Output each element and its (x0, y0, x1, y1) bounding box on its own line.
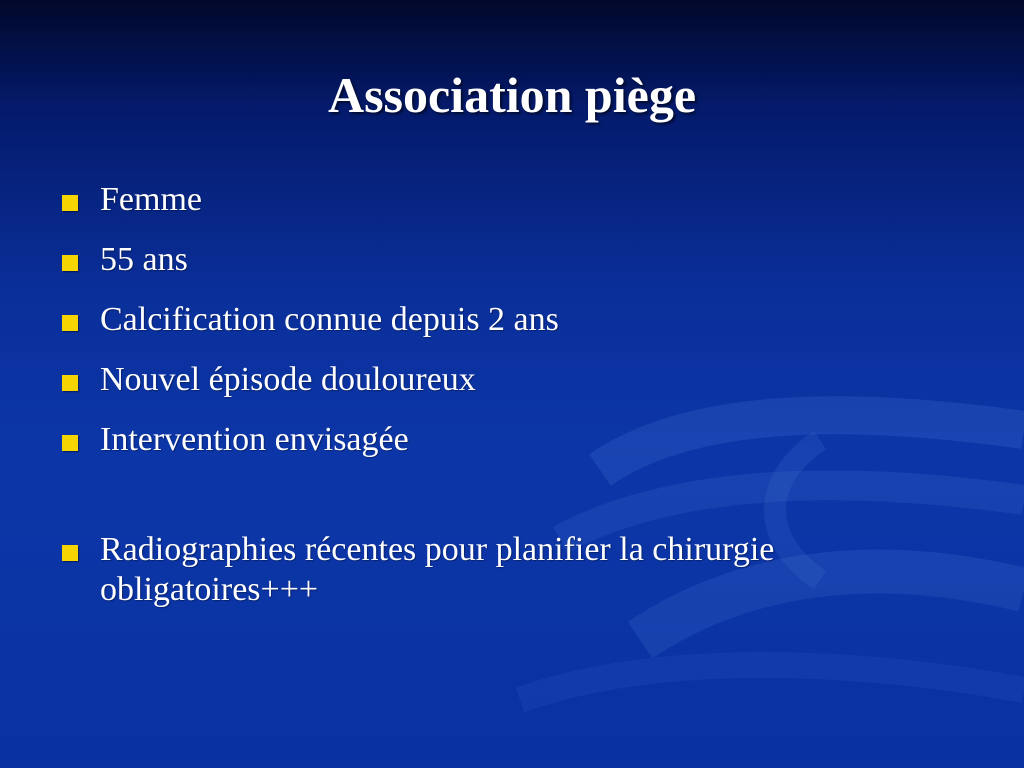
list-item (62, 180, 942, 220)
list-item (62, 300, 942, 340)
square-bullet-icon (62, 255, 78, 271)
square-bullet-icon (62, 435, 78, 451)
square-bullet-icon (62, 315, 78, 331)
square-bullet-icon (62, 545, 78, 561)
bullet-text: Femme (100, 181, 202, 218)
bullet-text: 55 ans (100, 241, 188, 278)
bullet-list (62, 180, 942, 630)
list-item (62, 530, 942, 610)
bullet-text: Nouvel épisode douloureux (100, 361, 476, 398)
square-bullet-icon (62, 195, 78, 211)
list-item (62, 240, 942, 280)
bullet-text: Intervention envisagée (100, 421, 409, 458)
bullet-text: Radiographies récentes pour planifier la chirurgie obligatoires+++ (100, 531, 775, 608)
list-item (62, 420, 942, 460)
list-item (62, 360, 942, 400)
slide-title: Association piège (327, 67, 697, 123)
square-bullet-icon (62, 375, 78, 391)
bullet-text: Calcification connue depuis 2 ans (100, 301, 559, 338)
